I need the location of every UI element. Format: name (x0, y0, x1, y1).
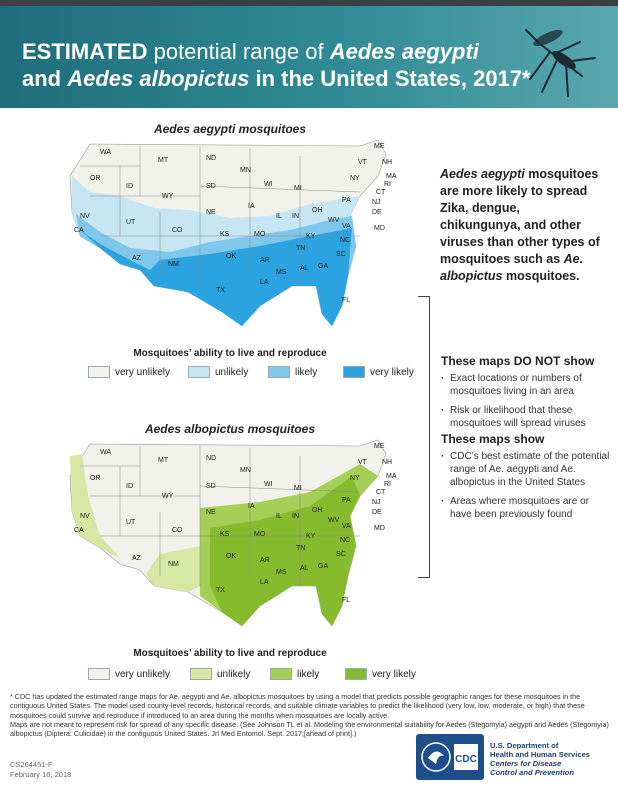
svg-text:NH: NH (382, 459, 393, 466)
svg-text:IL: IL (276, 213, 282, 220)
svg-text:TN: TN (296, 545, 306, 552)
svg-text:IA: IA (248, 503, 255, 510)
hhs-logo (416, 734, 484, 780)
svg-text:MI: MI (294, 185, 302, 192)
svg-text:CO: CO (172, 527, 183, 534)
svg-text:AL: AL (300, 565, 309, 572)
svg-text:SC: SC (336, 551, 346, 558)
svg-text:PA: PA (342, 197, 351, 204)
map1-aegypti (60, 136, 400, 336)
svg-text:NY: NY (350, 475, 360, 482)
svg-text:AR: AR (260, 257, 270, 264)
svg-text:DE: DE (372, 509, 382, 516)
svg-text:OR: OR (90, 475, 101, 482)
svg-text:KS: KS (220, 231, 230, 238)
svg-text:MO: MO (254, 231, 266, 238)
svg-text:FL: FL (342, 597, 351, 604)
svg-text:CO: CO (172, 227, 183, 234)
svg-text:OK: OK (226, 553, 237, 560)
bracket (418, 296, 430, 578)
svg-text:AR: AR (260, 557, 270, 564)
svg-text:AZ: AZ (132, 555, 141, 562)
svg-text:WI: WI (264, 481, 273, 488)
svg-text:TX: TX (216, 587, 225, 594)
map2-albopictus (60, 436, 400, 636)
agency-name: U.S. Department of Health and Human Services Centers for Disease Control and Prevention (490, 741, 591, 777)
svg-text:AL: AL (300, 265, 309, 272)
legend-item: very unlikely (88, 668, 180, 680)
legend-item: unlikely (188, 366, 258, 378)
svg-text:WI: WI (264, 181, 273, 188)
legend-swatch (88, 366, 110, 378)
not-show-heading: These maps DO NOT show (441, 354, 595, 368)
legend-swatch (190, 668, 212, 680)
svg-text:ID: ID (126, 483, 133, 490)
svg-text:WV: WV (328, 217, 340, 224)
svg-text:NJ: NJ (372, 199, 381, 206)
svg-text:TX: TX (216, 287, 225, 294)
side-description: Aedes aegypti mosquitoes are more likely to spread Zika, dengue, chikungunya, and other viruses than other types of mosquitoes such as Ae. albopictus mosquitoes. (440, 167, 600, 283)
svg-text:SC: SC (336, 251, 346, 258)
svg-text:IN: IN (292, 513, 299, 520)
legend-swatch (268, 366, 290, 378)
list-item: · CDC’s best estimate of the potential range of Ae. aegypti and Ae. albopictus in the United States (441, 450, 611, 489)
svg-text:CA: CA (74, 527, 84, 534)
page-title: ESTIMATED potential range of Aedes aegypti and Aedes albopictus in the United States, 2017* (22, 39, 531, 91)
map1-title: Aedes aegypti mosquitoes (153, 122, 307, 136)
svg-text:GA: GA (318, 563, 329, 570)
not-show-list (441, 372, 611, 436)
svg-text:ND: ND (206, 455, 217, 462)
map2-legend (88, 668, 435, 680)
svg-text:MN: MN (240, 167, 251, 174)
legend-swatch (270, 668, 292, 680)
list-item: · Risk or likelihood that these mosquitoes will spread viruses (441, 404, 611, 430)
svg-text:NJ: NJ (372, 499, 381, 506)
map1-legend (88, 366, 433, 378)
svg-text:MS: MS (276, 569, 287, 576)
legend-item: very likely (343, 366, 423, 378)
svg-text:NC: NC (340, 537, 351, 544)
show-list (441, 450, 611, 527)
legend-swatch (343, 366, 365, 378)
svg-text:NV: NV (80, 213, 90, 220)
svg-text:KS: KS (220, 531, 230, 538)
svg-text:NE: NE (206, 509, 216, 516)
svg-text:CA: CA (74, 227, 84, 234)
svg-text:ME: ME (374, 443, 385, 450)
svg-text:MN: MN (240, 467, 251, 474)
svg-text:UT: UT (126, 519, 136, 526)
svg-text:NM: NM (168, 561, 179, 568)
legend-swatch (345, 668, 367, 680)
svg-text:MD: MD (374, 525, 385, 532)
svg-text:ND: ND (206, 155, 217, 162)
header-banner (0, 6, 618, 108)
svg-text:CDC: CDC (455, 754, 477, 765)
legend-swatch (88, 668, 110, 680)
svg-text:VT: VT (358, 459, 367, 466)
svg-text:RI: RI (384, 181, 391, 188)
svg-text:AZ: AZ (132, 255, 141, 262)
svg-text:MO: MO (254, 531, 266, 538)
legend-swatch (188, 366, 210, 378)
list-item: · Areas where mosquitoes are or have been previously found (441, 495, 611, 521)
svg-text:VT: VT (358, 159, 367, 166)
svg-text:MI: MI (294, 485, 302, 492)
svg-text:KY: KY (306, 533, 316, 540)
show-heading: These maps show (441, 432, 545, 446)
legend-item: likely (268, 366, 333, 378)
svg-text:ME: ME (374, 143, 385, 150)
svg-text:MT: MT (158, 457, 169, 464)
mosquito-icon (520, 24, 600, 99)
svg-text:UT: UT (126, 219, 136, 226)
svg-text:SD: SD (206, 483, 216, 490)
svg-text:LA: LA (260, 279, 269, 286)
svg-text:IL: IL (276, 513, 282, 520)
svg-text:VA: VA (342, 223, 351, 230)
svg-text:MA: MA (386, 173, 397, 180)
svg-text:TN: TN (296, 245, 306, 252)
svg-text:NC: NC (340, 237, 351, 244)
svg-text:DE: DE (372, 209, 382, 216)
svg-text:OH: OH (312, 507, 323, 514)
document-code: CS264451-F February 16, 2018 (10, 760, 72, 779)
svg-text:MA: MA (386, 473, 397, 480)
svg-text:OR: OR (90, 175, 101, 182)
svg-text:IN: IN (292, 213, 299, 220)
svg-text:LA: LA (260, 579, 269, 586)
svg-text:SD: SD (206, 183, 216, 190)
svg-text:CT: CT (376, 489, 386, 496)
svg-text:WY: WY (162, 193, 174, 200)
map1-legend-title: Mosquitoes’ ability to live and reproduce (133, 348, 327, 359)
svg-text:FL: FL (342, 297, 351, 304)
svg-text:NE: NE (206, 209, 216, 216)
svg-text:RI: RI (384, 481, 391, 488)
svg-text:MS: MS (276, 269, 287, 276)
svg-text:WA: WA (100, 449, 112, 456)
svg-text:IA: IA (248, 203, 255, 210)
svg-text:NY: NY (350, 175, 360, 182)
legend-item: very likely (345, 668, 425, 680)
svg-text:GA: GA (318, 263, 329, 270)
svg-text:WY: WY (162, 493, 174, 500)
svg-text:MT: MT (158, 157, 169, 164)
legend-item: very unlikely (88, 366, 178, 378)
svg-text:NV: NV (80, 513, 90, 520)
svg-text:ID: ID (126, 183, 133, 190)
hhs-eagle-icon (416, 734, 484, 780)
legend-item: likely (270, 668, 335, 680)
svg-text:OH: OH (312, 207, 323, 214)
svg-text:NM: NM (168, 261, 179, 268)
svg-text:WV: WV (328, 517, 340, 524)
svg-text:WA: WA (100, 149, 112, 156)
svg-text:CT: CT (376, 189, 386, 196)
legend-item: unlikely (190, 668, 260, 680)
svg-text:VA: VA (342, 523, 351, 530)
map2-legend-title: Mosquitoes’ ability to live and reproduce (133, 648, 327, 659)
svg-text:PA: PA (342, 497, 351, 504)
svg-text:NH: NH (382, 159, 393, 166)
svg-text:KY: KY (306, 233, 316, 240)
footnote: * CDC has updated the estimated range maps for Ae. aegypti and Ae. albopictus mosquitoes by using a model that predicts possible geographic ranges for these mosquitoes in the contiguous United States. The model used county-level records, historical records, and suitable climate variables to predict the likelihood (very low, low, moderate, or high) that these mosquitoes could survive and reproduce if introduced to an area during the months when mosquitoes are locally active. Maps are not meant to represent risk for spread of any specific disease. (See Johnson TL et al. Modeling the environmental suitability for Aedes (Stegomyia) aegypti and Aedes (Stegomyia) albopictus (Diptera: Culicidae) in the contiguous United States. Jrl Med Entomol. Sept. 2017;[ahead of print].) (10, 692, 609, 739)
list-item: · Exact locations or numbers of mosquitoes living in an area (441, 372, 611, 398)
map2-title: Aedes albopictus mosquitoes (144, 422, 316, 436)
svg-text:MD: MD (374, 225, 385, 232)
svg-text:OK: OK (226, 253, 237, 260)
